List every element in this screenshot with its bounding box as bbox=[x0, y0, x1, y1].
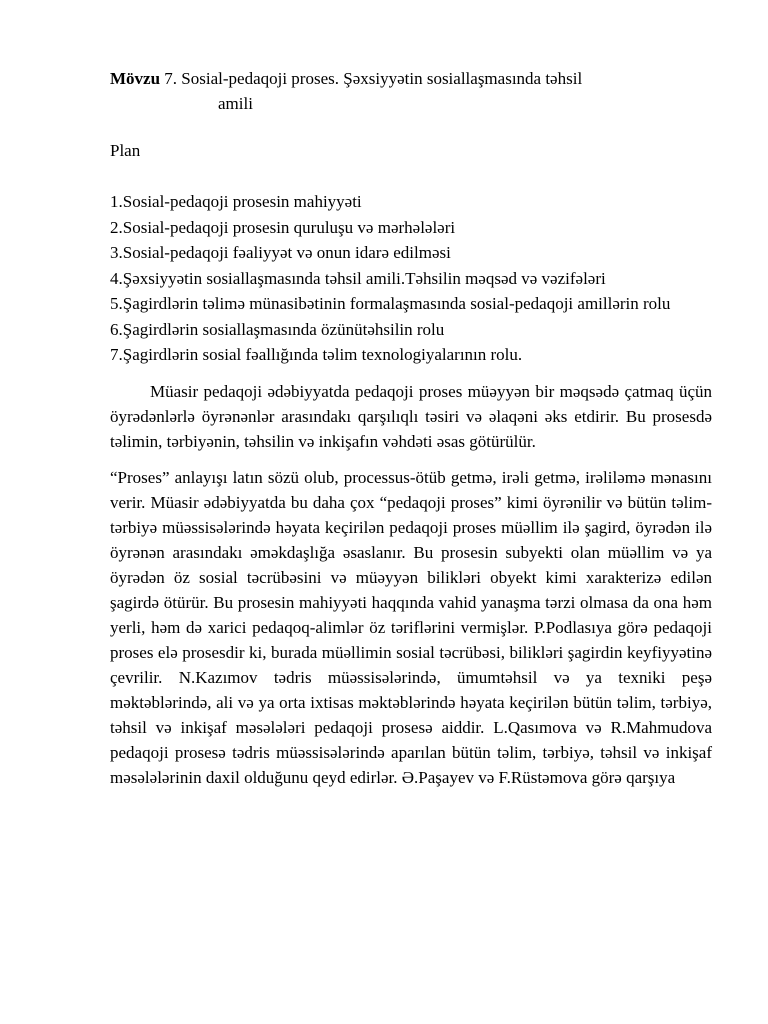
document-page bbox=[110, 66, 712, 790]
plan-item: 4.Şəxsiyyətin sosiallaşmasında təhsil amili.Təhsilin məqsəd və vəzifələri bbox=[110, 268, 606, 288]
plan-item: 5.Şagirdlərin təlimə münasibətinin formalaşmasında sosial-pedaqoji amillərin rolu bbox=[110, 294, 671, 313]
plan-item: 1.Sosial-pedaqoji prosesin mahiyyəti bbox=[110, 192, 362, 211]
plan-item: 2.Sosial-pedaqoji prosesin quruluşu və mərhələləri bbox=[110, 217, 456, 237]
topic-title bbox=[110, 66, 712, 91]
topic-title-continuation: amili bbox=[218, 94, 253, 113]
body-paragraph: Müasir pedaqoji ədəbiyyatda pedaqoji proses müəyyən bir məqsədə çatmaq üçün öyrədənlərlə öyrənənlər arasındakı qarşılıqlı təsiri və əlaqəni əks etdirir. Bu prosesdə təlimin, tərbiyənin, təhsilin və inkişafın vəhdəti əsas götürülür. bbox=[110, 381, 712, 451]
topic-title-text: 7. Sosial-pedaqoji proses. Şəxsiyyətin sosiallaşmasında təhsil bbox=[164, 69, 583, 88]
plan-item: 7.Şagirdlərin sosial fəallığında təlim texnologiyalarının rolu. bbox=[110, 345, 523, 364]
plan-item: 3.Sosial-pedaqoji fəaliyyət və onun idarə edilməsi bbox=[110, 243, 451, 262]
plan-item: 6.Şagirdlərin sosiallaşmasında özünütəhsilin rolu bbox=[110, 319, 445, 339]
plan-heading: Plan bbox=[110, 141, 141, 160]
body-paragraph: “Proses” anlayışı latın sözü olub, processus-ötüb getmə, irəli getmə, irəliləmə mənasını verir. Müasir ədəbiyyatda bu daha çox “pedaqoji proses” kimi öyrənilir və bütün təlim-tərbiyə müəssisələrində həyata keçirilən pedaqoji proses müəllim ilə şagird, öyrədən ilə öyrənən arasındakı əməkdaşlığa əsaslanır. Bu prosesin subyekti olan müəllim və ya öyrədən öz sosial təcrübəsini və müəyyən bilikləri obyekt kimi xarakterizə edilən şagirdə ötürür. Bu prosesin mahiyyəti haqqında vahid yanaşma tərzi olmasa da ona həm yerli, həm də xarici pedaqoq-alimlər öz təriflərini vermişlər. P.Podlasıya görə pedaqoji proses elə prosesdir ki, burada müəllimin sosial təcrübəsi, bilikləri şagirdin keyfiyyətinə çevrilir. N.Kazımov tədris müəssisələrində, ümumtəhsil və ya texniki peşə məktəblərində, ali və ya orta ixtisas məktəblərində həyata keçirilən bütün təlim, tərbiyə, təhsil və inkişaf məsələləri pedaqoji prosesə aiddir. L.Qasımova və R.Mahmudova pedaqoji prosesə tədris müəssisələrində aparılan bütün təlim, tərbiyə, təhsil və inkişaf məsələlərinin daxil olduğunu qeyd edirlər. Ə.Paşayev və F.Rüstəmova görə qarşıya bbox=[110, 467, 712, 787]
topic-label: Mövzu bbox=[110, 69, 161, 88]
plan-list bbox=[110, 189, 712, 368]
